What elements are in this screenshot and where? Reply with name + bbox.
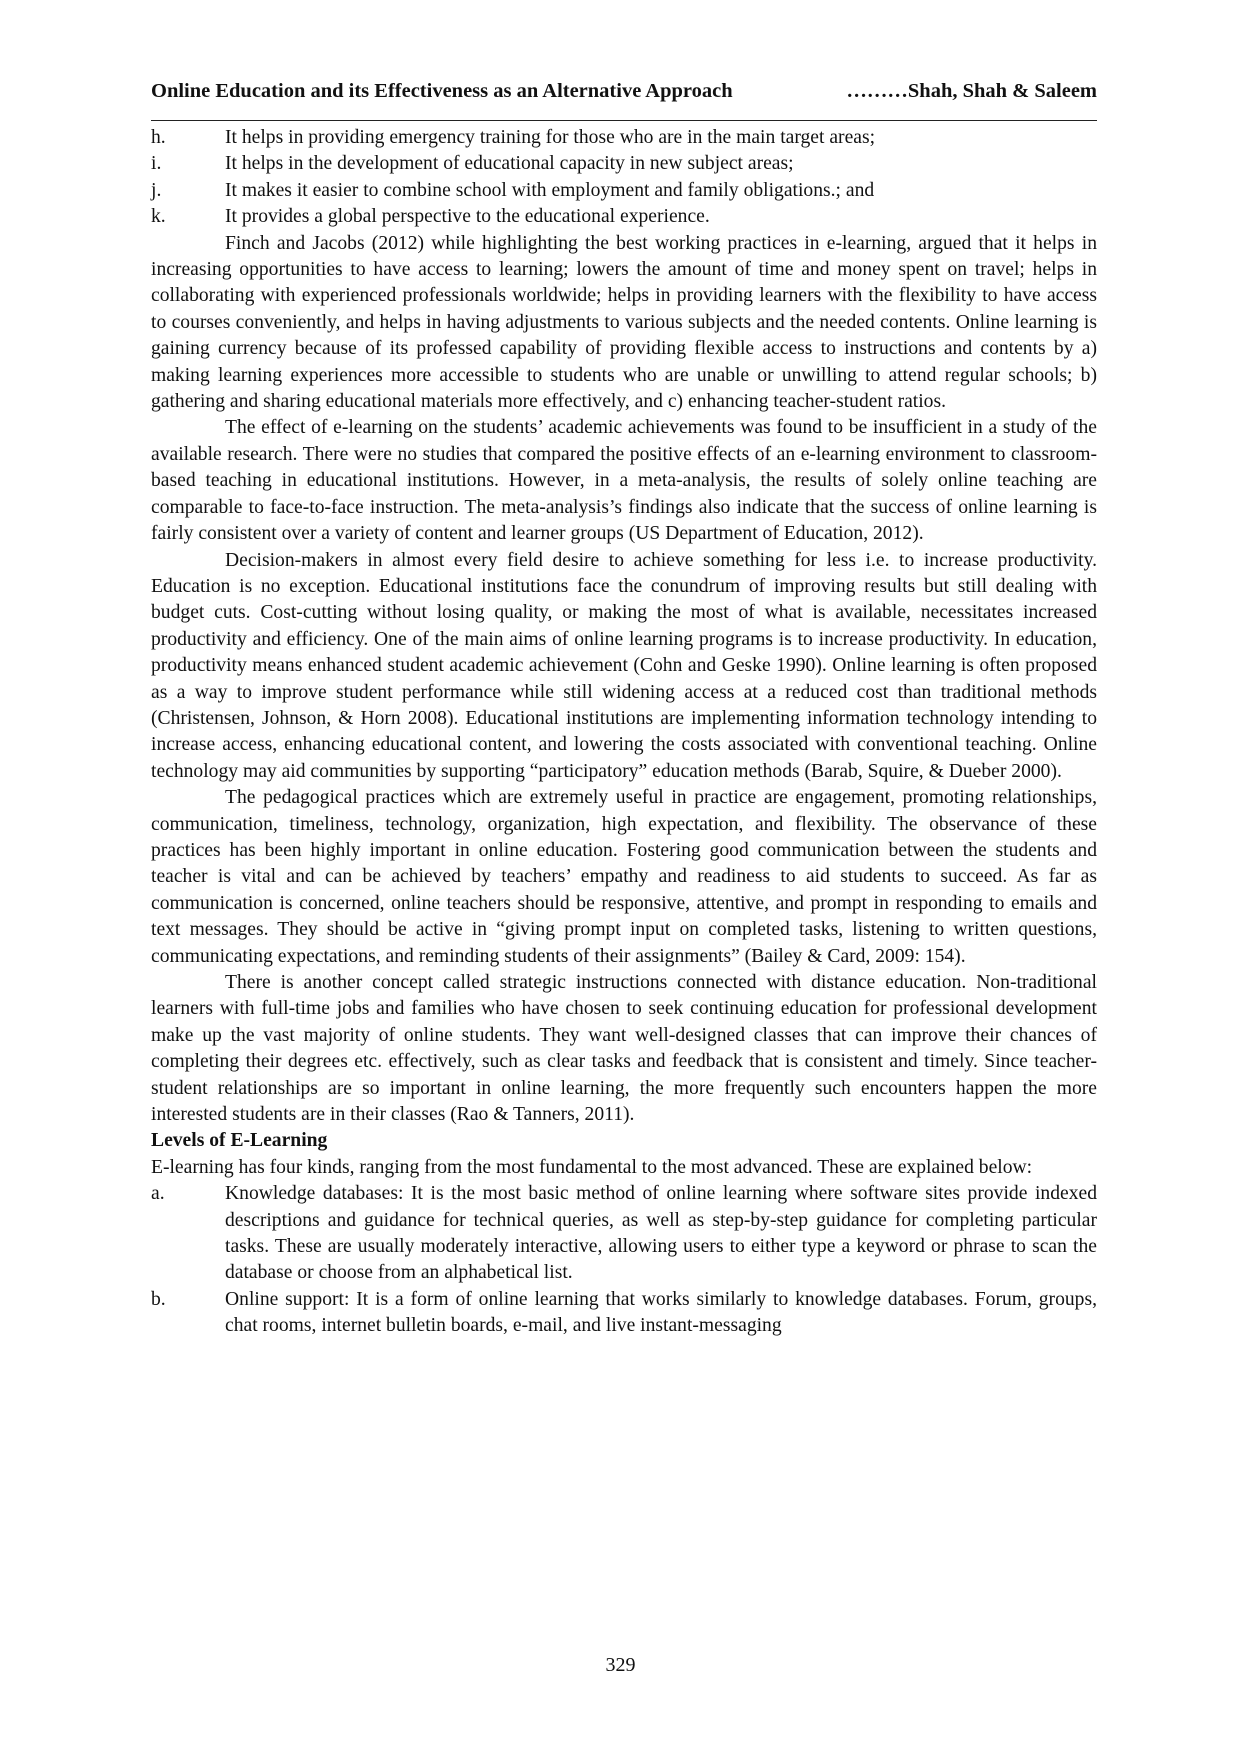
list-item: [151, 204, 1097, 230]
paragraph: There is another concept called strategic instructions connected with distance education. Non-traditional learners with full-time jobs and families who have chosen to seek continuing education for professional development make up the vast majority of online students. They want well-designed classes that can improve their chances of completing their degrees etc. effectively, such as clear tasks and feedback that is consistent and timely. Since teacher-student relationships are so important in online learning, the more frequently such encounters happen the more interested students are in their classes (Rao & Tanners, 2011).: [151, 972, 1097, 1126]
list-text: It makes it easier to combine school with employment and family obligations.; and: [225, 179, 875, 201]
page: [151, 78, 1097, 1340]
section-heading: Levels of E-Learning: [151, 1130, 328, 1152]
list-text: It helps in providing emergency training for those who are in the main target areas;: [225, 127, 876, 148]
list-text: It helps in the development of educational capacity in new subject areas;: [225, 153, 794, 175]
list-text: Knowledge databases: It is the most basic method of online learning where software sites provide indexed descriptions and guidance for technical queries, as well as step-by-step guidance for completing particular tasks. These are usually moderately interactive, allowing users to either type a keyword or phrase to scan the database or choose from an alphabetical list.: [225, 1183, 1097, 1284]
paragraph: The effect of e-learning on the students’ academic achievements was found to be insufficient in a study of the available research. There were no studies that compared the positive effects of an e-learning environment to classroom-based teaching in educational institutions. However, in a meta-analysis, the results of solely online teaching are comparable to face-to-face instruction. The meta-analysis’s findings also indicate that the success of online learning is fairly consistent over a variety of content and learner groups (US Department of Education, 2012).: [151, 417, 1097, 545]
section-intro: E-learning has four kinds, ranging from the most fundamental to the most advanced. These are explained below:: [151, 1156, 1033, 1178]
list-label: a.: [151, 1183, 165, 1205]
header-rule: [151, 120, 1097, 121]
list-item: [151, 125, 1097, 151]
list-item: [151, 1287, 1097, 1340]
list-label: j.: [151, 179, 162, 201]
list-item: [151, 151, 1097, 177]
page-number: 329: [605, 1654, 636, 1676]
list-item: [151, 1181, 1097, 1287]
running-head-title: Online Education and its Effectiveness as an Alternative Approach: [151, 80, 733, 102]
paragraph: Decision-makers in almost every field desire to achieve something for less i.e. to increase productivity. Education is no exception. Educational institutions face the conundrum of improving results but still dealing with budget cuts. Cost-cutting without losing quality, or making the most of what is available, necessitates increased productivity and efficiency. One of the main aims of online learning programs is to increase productivity. In education, productivity means enhanced student academic achievement (Cohn and Geske 1990). Online learning is often proposed as a way to improve student performance while still widening access at a reduced cost than traditional methods (Christensen, Johnson, & Horn 2008). Educational institutions are implementing information technology intending to increase access, enhancing educational content, and lowering the costs associated with conventional teaching. Online technology may aid communities by supporting “participatory” education methods (Barab, Squire, & Dueber 2000).: [151, 549, 1097, 782]
list-text: Online support: It is a form of online learning that works similarly to knowledge databases. Forum, groups, chat rooms, internet bulletin boards, e-mail, and live instant-messaging: [225, 1288, 1097, 1337]
paragraph: Finch and Jacobs (2012) while highlighting the best working practices in e-learning, argued that it helps in increasing opportunities to have access to learning; lowers the amount of time and money spent on travel; helps in collaborating with experienced professionals worldwide; helps in providing learners with the flexibility to have access to courses conveniently, and helps in having adjustments to various subjects and the needed contents. Online learning is gaining currency because of its professed capability of providing flexible access to instructions and contents by a) making learning experiences more accessible to students who are unable or unwilling to attend regular schools; b) gathering and sharing educational materials more effectively, and c) enhancing teacher-student ratios.: [151, 232, 1097, 413]
list-label: k.: [151, 206, 166, 228]
list-label: i.: [151, 153, 162, 175]
body-text: [151, 125, 1097, 1340]
list-item: [151, 178, 1097, 204]
running-head-authors: ………Shah, Shah & Saleem: [846, 80, 1097, 102]
list-label: b.: [151, 1288, 166, 1310]
list-label: h.: [151, 127, 166, 148]
paragraph: The pedagogical practices which are extremely useful in practice are engagement, promoting relationships, communication, timeliness, technology, organization, high expectation, and flexibility. The observance of these practices has been highly important in online education. Fostering good communication between the students and teacher is vital and can be achieved by teachers’ empathy and readiness to aid students to succeed. As far as communication is concerned, online teachers should be responsive, attentive, and prompt in responding to emails and text messages. They should be active in “giving prompt input on completed tasks, listening to written questions, communicating expectations, and reminding students of their assignments” (Bailey & Card, 2009: 154).: [151, 787, 1097, 967]
list-text: It provides a global perspective to the educational experience.: [225, 206, 710, 228]
running-head: [151, 78, 1097, 104]
